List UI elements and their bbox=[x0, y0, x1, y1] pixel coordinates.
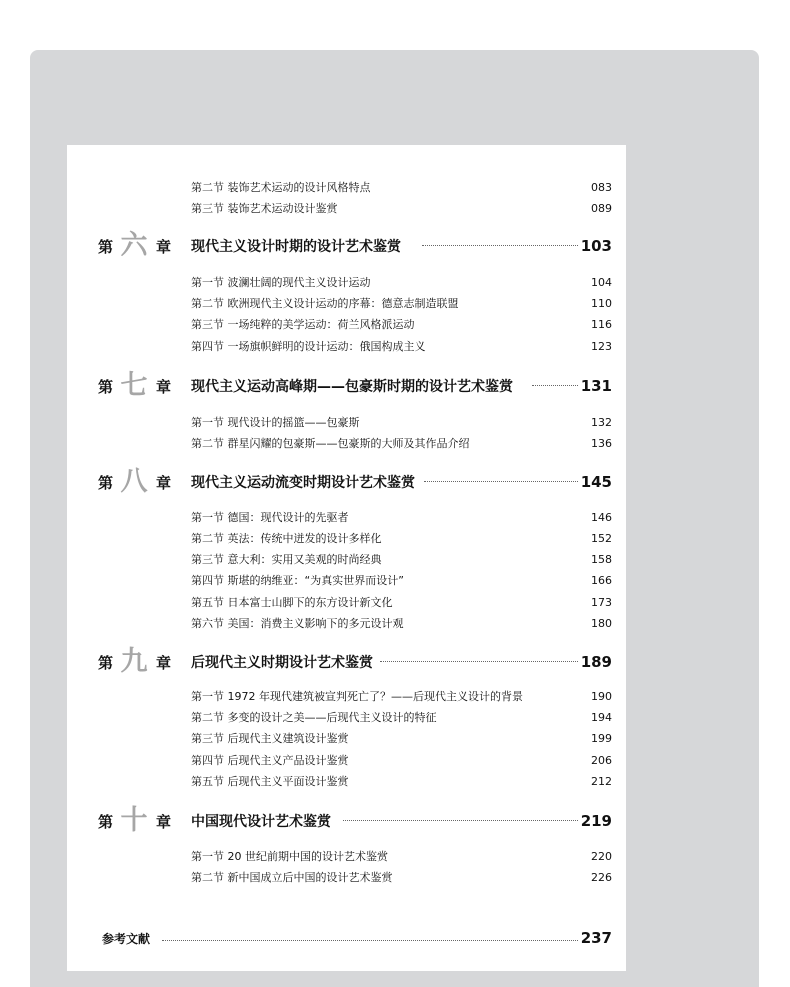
dot-leader bbox=[343, 820, 578, 821]
section-label: 第三节 一场纯粹的美学运动：荷兰风格派运动 bbox=[191, 318, 415, 331]
chapter-suffix: 章 bbox=[156, 474, 172, 492]
section-label: 第一节 1972 年现代建筑被宣判死亡了？——后现代主义设计的背景 bbox=[191, 690, 523, 703]
chapter-prefix: 第 bbox=[98, 238, 114, 256]
toc-section-row[interactable] bbox=[67, 274, 626, 292]
section-label: 第五节 后现代主义平面设计鉴赏 bbox=[191, 775, 349, 788]
section-label: 第二节 新中国成立后中国的设计艺术鉴赏 bbox=[191, 871, 393, 884]
toc-section-row[interactable] bbox=[67, 594, 626, 612]
section-page: 089 bbox=[591, 202, 612, 215]
toc-section-row[interactable] bbox=[67, 295, 626, 313]
toc-section-row[interactable] bbox=[67, 338, 626, 356]
toc-section-row[interactable] bbox=[67, 414, 626, 432]
dot-leader bbox=[532, 385, 578, 386]
toc-section-row[interactable] bbox=[67, 615, 626, 633]
section-label: 第六节 美国：消费主义影响下的多元设计观 bbox=[191, 617, 404, 630]
section-page: 110 bbox=[591, 297, 612, 310]
section-page: 166 bbox=[591, 574, 612, 587]
chapter-8-heading[interactable] bbox=[67, 468, 626, 498]
toc-section-row[interactable] bbox=[67, 730, 626, 748]
section-page: 206 bbox=[591, 754, 612, 767]
toc-section-row[interactable] bbox=[67, 530, 626, 548]
chapter-page: 145 bbox=[580, 473, 612, 491]
dot-leader bbox=[422, 245, 578, 246]
chapter-numeral: 九 bbox=[120, 646, 148, 677]
chapter-suffix: 章 bbox=[156, 238, 172, 256]
toc-page bbox=[67, 145, 626, 971]
section-page: 132 bbox=[591, 416, 612, 429]
chapter-prefix: 第 bbox=[98, 813, 114, 831]
toc-section-row[interactable] bbox=[67, 752, 626, 770]
section-label: 第三节 意大利：实用又美观的时尚经典 bbox=[191, 553, 382, 566]
section-label: 第二节 装饰艺术运动的设计风格特点 bbox=[191, 181, 371, 194]
section-label: 第五节 日本富士山脚下的东方设计新文化 bbox=[191, 596, 393, 609]
chapter-title: 现代主义运动高峰期——包豪斯时期的设计艺术鉴赏 bbox=[191, 379, 513, 395]
toc-section-row[interactable] bbox=[67, 773, 626, 791]
chapter-title: 中国现代设计艺术鉴赏 bbox=[191, 814, 331, 830]
chapter-suffix: 章 bbox=[156, 654, 172, 672]
section-label: 第一节 20 世纪前期中国的设计艺术鉴赏 bbox=[191, 850, 388, 863]
chapter-page: 189 bbox=[580, 653, 612, 671]
toc-section-row[interactable] bbox=[67, 709, 626, 727]
section-label: 第三节 后现代主义建筑设计鉴赏 bbox=[191, 732, 349, 745]
chapter-numeral: 八 bbox=[120, 466, 148, 497]
references-entry[interactable] bbox=[67, 927, 626, 951]
chapter-10-heading[interactable] bbox=[67, 807, 626, 837]
section-page: 173 bbox=[591, 596, 612, 609]
dot-leader bbox=[424, 481, 578, 482]
dot-leader bbox=[162, 940, 578, 941]
toc-section-row[interactable] bbox=[67, 688, 626, 706]
toc-section-row[interactable] bbox=[67, 316, 626, 334]
section-page: 123 bbox=[591, 340, 612, 353]
chapter-title: 现代主义设计时期的设计艺术鉴赏 bbox=[191, 239, 401, 255]
section-label: 第四节 一场旗帜鲜明的设计运动：俄国构成主义 bbox=[191, 340, 426, 353]
section-page: 199 bbox=[591, 732, 612, 745]
chapter-7-heading[interactable] bbox=[67, 372, 626, 402]
section-label: 第三节 装饰艺术运动设计鉴赏 bbox=[191, 202, 338, 215]
chapter-title: 现代主义运动流变时期设计艺术鉴赏 bbox=[191, 475, 415, 491]
section-page: 146 bbox=[591, 511, 612, 524]
section-label: 第二节 多变的设计之美——后现代主义设计的特征 bbox=[191, 711, 437, 724]
section-page: 116 bbox=[591, 318, 612, 331]
references-page: 237 bbox=[580, 929, 612, 947]
section-page: 212 bbox=[591, 775, 612, 788]
section-label: 第四节 后现代主义产品设计鉴赏 bbox=[191, 754, 349, 767]
section-label: 第二节 欧洲现代主义设计运动的序幕：德意志制造联盟 bbox=[191, 297, 459, 310]
section-page: 104 bbox=[591, 276, 612, 289]
references-title: 参考文献 bbox=[102, 932, 151, 946]
section-page: 194 bbox=[591, 711, 612, 724]
section-label: 第一节 波澜壮阔的现代主义设计运动 bbox=[191, 276, 371, 289]
section-page: 226 bbox=[591, 871, 612, 884]
chapter-title: 后现代主义时期设计艺术鉴赏 bbox=[191, 655, 373, 671]
section-page: 083 bbox=[591, 181, 612, 194]
chapter-9-heading[interactable] bbox=[67, 648, 626, 678]
section-page: 190 bbox=[591, 690, 612, 703]
chapter-suffix: 章 bbox=[156, 378, 172, 396]
toc-section-row[interactable] bbox=[67, 435, 626, 453]
toc-section-row[interactable] bbox=[67, 551, 626, 569]
section-label: 第二节 英法：传统中迸发的设计多样化 bbox=[191, 532, 382, 545]
chapter-suffix: 章 bbox=[156, 813, 172, 831]
toc-section-row[interactable] bbox=[67, 200, 626, 218]
chapter-prefix: 第 bbox=[98, 378, 114, 396]
section-page: 152 bbox=[591, 532, 612, 545]
section-label: 第四节 斯堪的纳维亚：“为真实世界而设计” bbox=[191, 574, 404, 587]
section-label: 第二节 群星闪耀的包豪斯——包豪斯的大师及其作品介绍 bbox=[191, 437, 470, 450]
section-page: 136 bbox=[591, 437, 612, 450]
chapter-page: 219 bbox=[580, 812, 612, 830]
chapter-page: 131 bbox=[580, 377, 612, 395]
section-label: 第一节 现代设计的摇篮——包豪斯 bbox=[191, 416, 360, 429]
section-page: 180 bbox=[591, 617, 612, 630]
chapter-numeral: 六 bbox=[120, 230, 148, 261]
chapter-prefix: 第 bbox=[98, 474, 114, 492]
toc-section-row[interactable] bbox=[67, 572, 626, 590]
chapter-prefix: 第 bbox=[98, 654, 114, 672]
section-label: 第一节 德国：现代设计的先驱者 bbox=[191, 511, 349, 524]
toc-section-row[interactable] bbox=[67, 869, 626, 887]
dot-leader bbox=[380, 661, 578, 662]
section-page: 158 bbox=[591, 553, 612, 566]
chapter-numeral: 十 bbox=[120, 805, 148, 836]
chapter-page: 103 bbox=[580, 237, 612, 255]
toc-section-row[interactable] bbox=[67, 179, 626, 197]
toc-section-row[interactable] bbox=[67, 848, 626, 866]
toc-section-row[interactable] bbox=[67, 509, 626, 527]
chapter-numeral: 七 bbox=[120, 370, 148, 401]
section-page: 220 bbox=[591, 850, 612, 863]
chapter-6-heading[interactable] bbox=[67, 232, 626, 262]
